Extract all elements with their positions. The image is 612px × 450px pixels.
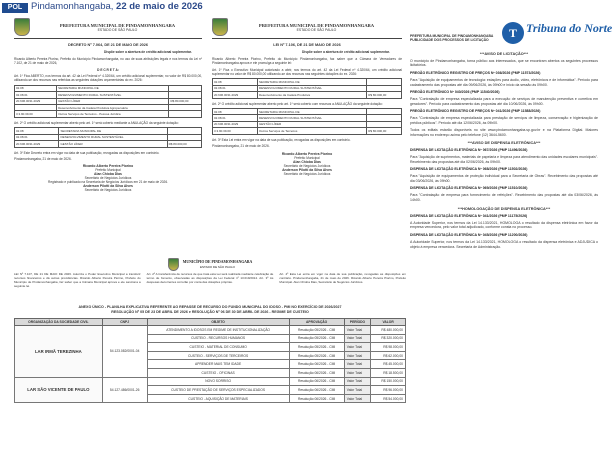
municipality-title: PREFEITURA MUNICIPAL DE PINDAMONHANGABA: [258, 22, 375, 28]
organization-cell: LAR IRMÃ TEREZINHA: [15, 326, 103, 378]
budget-table-1: [14, 85, 202, 118]
law-text-column: Art. 4º Esta Lei entra em vigor na data de sua publicação, revogadas as disposições em contrário. Pindamonhangaba, 21 de maio de 2026. Ricardo Alberto Pereira Piorino, Prefeito Municipal. Alan Chioba Dias, Secretário de Negócios Jurídicos.: [279, 272, 407, 284]
signature-block: Ricardo Alberto Pereira Piorino Prefeito Municipal Alan Chioba Dias Secretário de Negócios Jurídicos Anderson Pilotti da Silva Alves Secretário de Negócios Jurídicos: [281, 151, 333, 176]
paragraph: Para "Contratação de empresa especializada para a execução de serviços de manutenção preventiva e corretiva em geradores". Período para cadastramento das propostas até dia 10/06/2026, às 09h00.: [410, 96, 598, 106]
table-row: 20.606.0031.2029 Desenvolvimento da Cadeia Produtiva R$ 80.000,00: [213, 92, 402, 98]
process-number: DISPENSA DE LICITAÇÃO ELETRÔNICA Nº 069/2026 (PMP 11510/2026): [410, 186, 528, 191]
budget-table-2: [14, 127, 202, 147]
process-number: DISPENSA DE LICITAÇÃO ELETRÔNICA Nº 041/2026 (PMP 11175/2026): [410, 213, 528, 218]
table-row: 02.08.01 DESENVOLVIMENTO RURAL SUSTENTÁVEL: [15, 92, 202, 98]
municipal-header: [212, 18, 402, 39]
process-number: PREGÃO ELETRÔNICO REGISTRO DE PREÇOS Nº 041/2026 (PMP 11588/2026): [410, 108, 541, 113]
preamble: Ricardo Alberto Pereira Piorino, Prefeito do Município Pindamonhangaba, no uso de suas atribuições legais e nos termos da Lei nº 7.102, de 21 de maio de 2026,: [14, 56, 202, 66]
process-number: DISPENSA DE LICITAÇÃO ELETRÔNICA Nº 067/2026 (PMP 11496/2026): [410, 148, 528, 153]
budget-table-2: [212, 108, 402, 135]
table-row: 20.606.0031.2029 GESTÃO LÍDER: [213, 121, 402, 127]
state-subtitle: ESTADO DE SÃO PAULO: [199, 265, 236, 269]
newspaper-logo-icon: T: [502, 22, 524, 44]
paragraph: A Autoridade Superior, nos termos da Lei 14.133/2021, HOMOLOGA o resultado da dispensa eletrônica em favor da empresa vencedora, pelo valor total adjudicado, conforme consta no processo.: [410, 220, 598, 230]
article-3: Art. 3º Este Decreto entra em vigor na data de sua publicação, revogadas as disposições em contrário.: [14, 150, 160, 155]
paragraph: Todos os editais estarão disponíveis no site www.pindamonhangaba.sp.gov.br e na Plataforma Digital. Maiores informações no endereço acima pelo telefone (12) 3644-5600.: [410, 127, 598, 137]
section-heading: ***HOMOLOGAÇÃO DE DISPENSA ELETRÔNICA***: [457, 206, 551, 211]
article-2: Art. 2º O crédito adicional suplementar aberto pelo art. 1º será coberto mediante a ANULAÇÃO da seguinte dotação:: [14, 120, 179, 125]
paragraph: Para "Contratação de empresa especializada para prestação de serviços de limpeza, conservação e higienização de prédios públicos". Período até dia 12/06/2026, às 09h00.: [410, 116, 598, 125]
article-2: Art. 2º O crédito adicional suplementar aberto pelo art. 1º será coberto com recursos a ANULAÇÃO da seguinte dotação:: [212, 101, 383, 106]
table-row: Desenvolvimento da Cadeia Produtiva Agropecuária: [15, 105, 202, 111]
table-row: 02.08 SECRETARIA MUNICIPAL DE: [213, 79, 402, 85]
table-row: 02.08 SECRETARIA MUNICIPAL DE: [15, 85, 202, 91]
page-header: [0, 0, 600, 16]
table-row: 20.606.0031.2029 GESTÃO LÍDER R$ 80.000,00: [15, 141, 202, 147]
municipal-crest-icon: [14, 18, 30, 36]
organization-cell: LAR SÃO VICENTE DE PAULO: [15, 377, 103, 403]
page-number-badge: POL: [2, 3, 28, 13]
municipal-crest-icon: [212, 18, 228, 36]
preamble: Ricardo Alberto Pereira Piorino, Prefeito do Município Pindamonhangaba, faz saber que a Câmara de Vereadores de Pindamonhangaba aprova e ele promulga a seguinte lei:: [212, 56, 402, 66]
table-row: CUSTEIO - RECURSOS HUMANOS Resolução 05/2026 - CMI Valor Total R$ 320.000,00: [15, 334, 406, 343]
paragraph: Para "Aquisição de equipamentos de proteção individual para a Secretaria de Obras". Recebimento das propostas até dia 03/06/2026, às 09h00.: [410, 174, 598, 184]
table-row: 02.08 SECRETARIA MUNICIPAL DE: [15, 128, 202, 134]
budget-table-1: [212, 78, 402, 98]
paragraph: A Autoridade Superior, nos termos da Lei 14.133/2021, HOMOLOGA o resultado da dispensa eletrônica e ADJUDICA o objeto à empresa vencedora. Secretaria de Administração.: [410, 239, 598, 249]
annex-law-block: [14, 258, 406, 289]
table-row: 3.3.90.39.00 Outros Serviços de Terceiros R$ 80.000,00: [213, 128, 402, 134]
ementa: Dispõe sobre a abertura de crédito adicional suplementar.: [302, 50, 390, 55]
decree-column-2: [212, 18, 402, 256]
table-row: CUSTEIO - OFICINAS Resolução 06/2026 - CMI Valor Total R$ 18.500,00: [15, 368, 406, 377]
edition-date: [31, 1, 203, 12]
table-row: 02.08.01 DESENVOLVIMENTO RURAL SUSTENTÁVEL: [15, 134, 202, 140]
state-subtitle: ESTADO DE SÃO PAULO: [97, 27, 138, 32]
paragraph: Para "Aquisição de equipamentos de tecnologia: estações para áudio, vídeo, eletrônicos e de informática". Período para cadastramento das propostas até dia 09/06/2026, às 09h00 e início da sessão às 09h00.: [410, 77, 598, 87]
table-row: APRENDER MAIS TEM IDADE Resolução 06/2026 - CMI Valor Total R$ 45.000,00: [15, 360, 406, 369]
municipal-header: [14, 18, 202, 39]
law-title: LEI Nº 7.106, DE 21 DE MAIO DE 2026: [273, 43, 341, 47]
signature-block: Ricardo Alberto Pereira Piorino Prefeito Municipal Alan Chioba Dias Secretário de Negócios Jurídicos Registrado e publicado na Secretaria de Negócios Jurídicos em 21 de maio de 2026. Anderson Pilotti da Silva Alves Secretário de Negócios Jurídicos: [48, 164, 168, 193]
decree-title: DECRETO Nº 7.064, DE 21 DE MAIO DE 2026: [67, 43, 149, 47]
article-1: Art. 1º Fica o Executivo Municipal autorizado a abrir, nos termos do art. 42 da Lei Federal nº 4.320/64, um crédito adicional suplementar no valor de R$ 80.000,00 utilizando-se dos recursos nas seguintes dotações do ex. 2026:: [212, 67, 402, 77]
paragraph: O município de Pindamonhangaba, torna público aos interessados, que se encontram abertos os seguintes processos licitatórios.: [410, 58, 598, 68]
table-row: 3.3.90.39.00 Outros Serviços de Terceiros - Pessoa Jurídica: [15, 111, 202, 117]
section-heading: ***AVISO DE LICITAÇÃO***: [479, 52, 529, 56]
newspaper-name: Tribuna do Norte: [526, 21, 612, 35]
process-number: PREGÃO ELETRÔNICO REGISTRO DE PREÇOS Nº 036/2026 (PMP 11573/2026): [410, 70, 541, 75]
date-text: 22 de maio de 2026: [116, 1, 203, 12]
procurement-header: [410, 18, 612, 48]
table-row: 02.08.01 DESENVOLVIMENTO RURAL SUSTENTÁVEL: [213, 115, 402, 121]
decree-column-1: [14, 18, 202, 256]
paragraph: Para "Contratação de empresa para fornecimento de refeições". Recebimento das propostas até dia 03/06/2026, às 14h00.: [410, 193, 598, 203]
process-number: PREGÃO ELETRÔNICO Nº 040/2026 (PMP 11540/2026): [410, 89, 500, 94]
municipal-crest-icon: [168, 258, 179, 271]
law-text-column: LEI Nº 7.107, DE 21 DE MAIO DE 2026. Autoriza o Poder Executivo Municipal a transferir recursos financeiros e dá outras providências. Ricardo Alberto Pereira Piorino, Prefeito do Município de Pindamonhangaba, faz saber que a Câmara Municipal aprova e ele sanciona a seguinte lei.: [14, 272, 141, 288]
table-row: 20.606.0031.2029 GESTÃO LÍDER R$ 80.000,00: [15, 98, 202, 104]
municipality-title: MUNICÍPIO DE PINDAMONHANGABA: [182, 260, 253, 264]
law-text-column: Art. 2º A transferência de recursos de que trata esta Lei será realizada mediante celebração de termo de fomento, observadas as disposições da Lei Federal nº 13.019/2014. Art. 3º As despesas decorrentes correrão por conta das dotações próprias.: [146, 272, 274, 284]
table-row: LAR IRMÃ TEREZINHA 54.123.082/0001-04 ATENDIMENTO A IDOSOS EM REGIME DE INSTITUCIONALIZAÇÃO Resolução 05/2026 - CMI Valor Total R$ 480.000,00: [15, 326, 406, 335]
table-row: 02.08 SECRETARIA MUNICIPAL DE: [213, 109, 402, 115]
place-date: Pindamonhangaba, 21 de maio de 2026.: [14, 156, 72, 161]
table-header-row: ORGANIZAÇÃO DA SOCIEDADE CIVIL CNPJ OBJETO APROVAÇÃO PERÍODO VALOR: [15, 319, 406, 326]
process-number: DISPENSA DE LICITAÇÃO ELETRÔNICA Nº 068/2026 (PMP 11502/2026): [410, 167, 528, 172]
table-row: CUSTEIO - MATERIAL DE CONSUMO Resolução 05/2026 - CMI Valor Total R$ 98.000,00: [15, 343, 406, 352]
process-number: DISPENSA DE LICITAÇÃO ELETRÔNICA Nº 045/2026 (PMP 11200/2026): [410, 232, 528, 237]
place-date: Pindamonhangaba, 21 de maio de 2026.: [212, 144, 270, 149]
ementa: Dispõe sobre a abertura de crédito adicional suplementar.: [104, 50, 192, 55]
table-row: CUSTEIO - AQUISIÇÃO DE MATERIAIS Resolução 06/2026 - CMI Valor Total R$ 54.000,00: [15, 394, 406, 403]
table-row: LAR SÃO VICENTE DE PAULO 54.127.486/0001-26 NOVO SORRISO Resolução 06/2026 - CMI Valor Total R$ 150.000,00: [15, 377, 406, 386]
section-heading: ***AVISO DE DISPENSA ELETRÔNICA***: [467, 141, 541, 146]
tribuna-do-norte-logo: [502, 18, 612, 48]
table-row: CUSTEIO DE PRESTAÇÃO DE SERVIÇOS ESPECIALIZADOS Resolução 06/2026 - CMI Valor Total R$ 96.000,00: [15, 386, 406, 395]
state-subtitle: ESTADO DE SÃO PAULO: [296, 27, 337, 32]
paragraph: Para "Aquisição de suprimentos, materiais de papelaria e limpeza para atendimento das unidades escolares municipais". Recebimento das propostas até dia 02/06/2026, às 09h00.: [410, 155, 598, 164]
table-row: CUSTEIO - SERVIÇOS DE TERCEIROS Resolução 05/2026 - CMI Valor Total R$ 62.000,00: [15, 351, 406, 360]
annex-table: [14, 318, 406, 403]
cnpj-cell: 54.127.486/0001-26: [102, 377, 147, 403]
article-3: Art. 3º Esta Lei entra em vigor na data de sua publicação, revogadas as disposições em contrário.: [212, 137, 351, 142]
decreta-label: D E C R E T A:: [97, 67, 119, 72]
annex-title: ANEXO ÚNICO - PLANILHA EXPLICATIVA REFERENTE AO REPASSE DE RECURSO DO FUNDO MUNICIPAL DO IDOSO - PMI NO EXERCÍCIO DE 2026/2027 RESOLUÇÃO Nº 05 DE 23 DE ABRIL DE 2026 e RESOLUÇÃO Nº 06 DE 30 DE ABRIL DE 2026 - REGIME DE CUSTEIO: [78, 305, 342, 314]
procurement-heading: PREFEITURA MUNICIPAL DE PINDAMONHANGABA PUBLICIDADE DOS PROCESSOS DE LICITAÇÃO: [410, 34, 494, 43]
cnpj-cell: 54.123.082/0001-04: [102, 326, 147, 378]
city-name: Pindamonhangaba,: [31, 1, 117, 12]
municipality-title: PREFEITURA MUNICIPAL DE PINDAMONHANGABA: [59, 22, 176, 28]
procurement-column: [410, 18, 612, 448]
article-1: Art. 1º Fica ABERTO, nos termos da art. 42 da Lei Federal nº 4.320/64, um crédito adicional suplementar, no valor de R$ 80.000,00, utilizando-se dos recursos nas referidas as seguintes dotações orçamentárias do ex. 2026:: [14, 74, 202, 83]
table-row: 02.08.01 DESENVOLVIMENTO RURAL SUSTENTÁVEL: [213, 85, 402, 91]
